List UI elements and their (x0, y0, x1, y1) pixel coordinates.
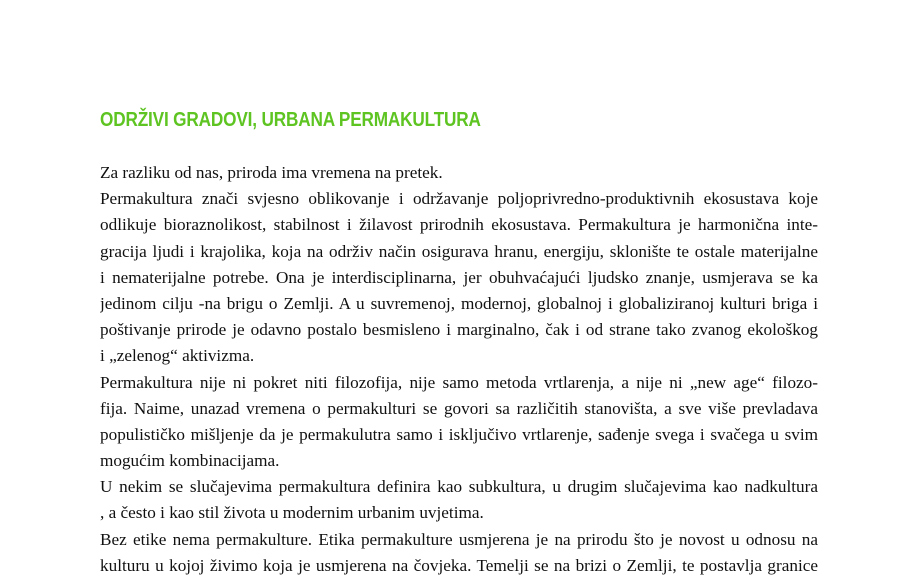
text-line: populističko mišljenje da je permakulutra samo i isključivo vrtlarenje, sađenje svega i svačega u svim (100, 424, 818, 444)
text-line: Permakultura znači svjesno oblikovanje i održavanje poljoprivredno-produktivnih ekosustava koje (100, 189, 818, 209)
text-line: i nematerijalne potrebe. Ona je interdisciplinarna, jer obuhvaćajući ljudsko znanje, usmjerava se ka (100, 267, 818, 287)
body-text (100, 160, 818, 579)
text-line: odlikuje bioraznolikost, stabilnost i žilavost prirodnih ekosustava. Permakultura je harmonična inte- (100, 215, 818, 235)
text-line: gracija ljudi i krajolika, koja na održiv način osigurava hranu, energiju, sklonište te ostale materijalne (100, 241, 818, 261)
text-line: kulturu u kojoj živimo koja je usmjerena na čovjeka. Temelji se na brizi o Zemlji, te postavlja granice (100, 555, 818, 575)
text-line: poštivanje prirode je odavno postalo besmisleno i marginalno, čak i od strane tako zvanog ekološkog (100, 320, 818, 340)
section-title: ODRŽIVI GRADOVI, URBANA PERMAKULTURA (100, 109, 481, 131)
text-line: fija. Naime, unazad vremena o permakulturi se govori sa različitih stanovišta, a sve više prevladava (100, 398, 818, 418)
text-line: i „zelenog“ aktivizma. (100, 346, 255, 366)
text-line: mogućim kombinacijama. (100, 451, 280, 471)
text-line: Bez etike nema permakulture. Etika permakulture usmjerena je na prirodu što je novost u odnosu na (100, 529, 818, 549)
text-line: Za razliku od nas, priroda ima vremena na pretek. (100, 163, 443, 182)
text-line: Permakultura nije ni pokret niti filozofija, nije samo metoda vrtlarenja, a nije ni „new age“ filozo- (100, 372, 818, 392)
text-line: jedinom cilju -na brigu o Zemlji. A u suvremenoj, modernoj, globalnoj i globaliziranoj kulturi briga i (100, 293, 818, 313)
text-line: , a često i kao stil života u modernim urbanim uvjetima. (100, 503, 484, 523)
text-line: U nekim se slučajevima permakultura definira kao subkultura, u drugim slučajevima kao nadkultura (100, 477, 818, 497)
